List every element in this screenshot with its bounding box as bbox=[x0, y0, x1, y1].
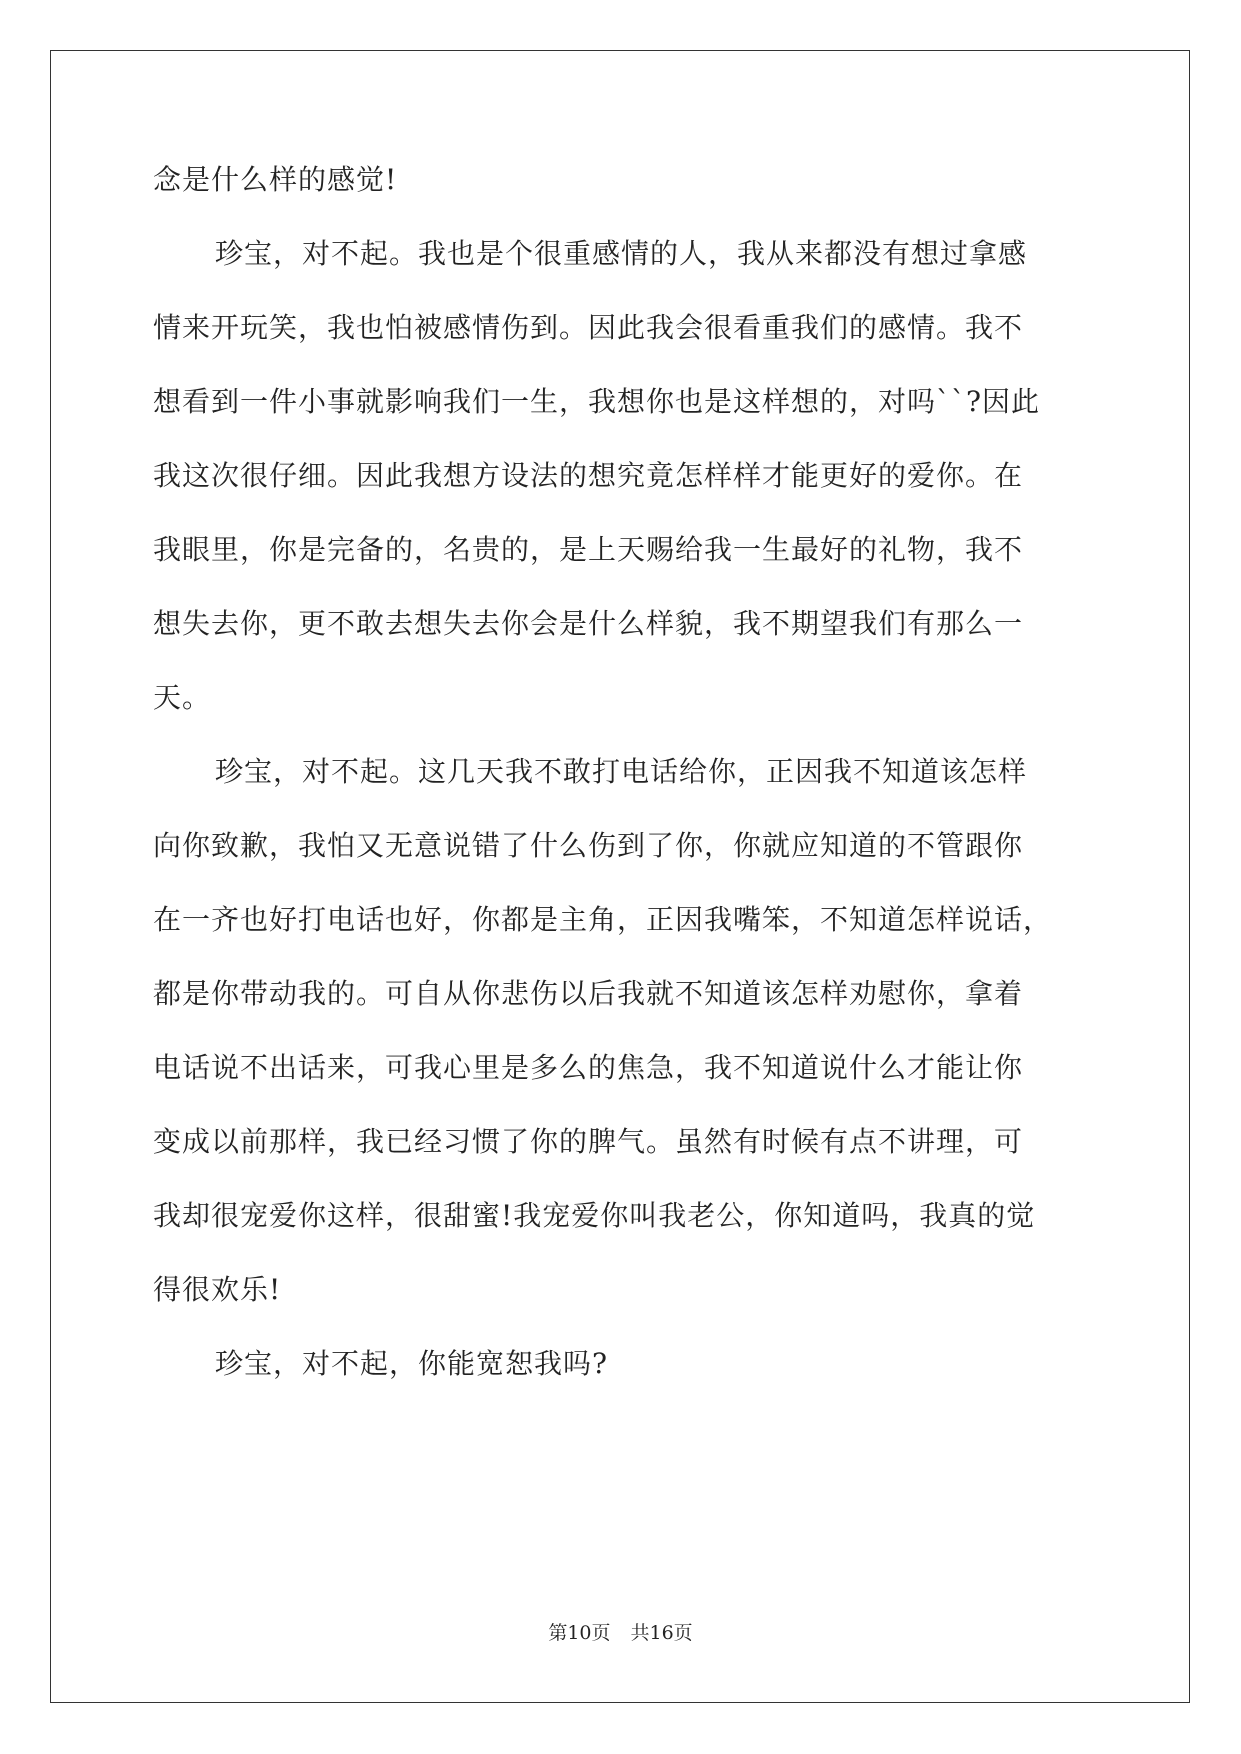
page-border bbox=[50, 50, 1190, 1703]
text-line: 我这次很仔细。因此我想方设法的想究竟怎样样才能更好的爱你。在 bbox=[153, 459, 1024, 492]
text-line: 我却很宠爱你这样，很甜蜜!我宠爱你叫我老公，你知道吗，我真的觉 bbox=[153, 1199, 1036, 1232]
page-number: 第10页 bbox=[548, 1622, 611, 1644]
text-line: 向你致歉，我怕又无意说错了什么伤到了你，你就应知道的不管跟你 bbox=[153, 829, 1024, 862]
text-line: 想看到一件小事就影响我们一生，我想你也是这样想的，对吗``?因此 bbox=[153, 385, 1041, 418]
text-line: 电话说不出话来，可我心里是多么的焦急，我不知道说什么才能让你 bbox=[153, 1051, 1024, 1084]
text-line: 我眼里，你是完备的，名贵的，是上天赐给我一生最好的礼物，我不 bbox=[153, 533, 1024, 566]
text-line: 在一齐也好打电话也好，你都是主角，正因我嘴笨，不知道怎样说话， bbox=[153, 903, 1053, 936]
page-footer bbox=[0, 1620, 1241, 1646]
text-line: 天。 bbox=[153, 681, 212, 714]
text-line: 想失去你，更不敢去想失去你会是什么样貌，我不期望我们有那么一 bbox=[153, 607, 1024, 640]
paragraph-start-line: 珍宝，对不起。我也是个很重感情的人，我从来都没有想过拿感 bbox=[215, 237, 1028, 270]
text-line: 得很欢乐! bbox=[153, 1273, 282, 1306]
total-pages: 共16页 bbox=[630, 1622, 693, 1644]
text-line: 情来开玩笑，我也怕被感情伤到。因此我会很看重我们的感情。我不 bbox=[153, 311, 1024, 344]
paragraph-start-line: 珍宝，对不起。这几天我不敢打电话给你，正因我不知道该怎样 bbox=[215, 755, 1028, 788]
paragraph-start-line: 珍宝，对不起，你能宽恕我吗? bbox=[215, 1347, 609, 1380]
text-line: 念是什么样的感觉! bbox=[153, 163, 398, 196]
text-line: 都是你带动我的。可自从你悲伤以后我就不知道该怎样劝慰你，拿着 bbox=[153, 977, 1024, 1010]
text-line: 变成以前那样，我已经习惯了你的脾气。虽然有时候有点不讲理，可 bbox=[153, 1125, 1024, 1158]
